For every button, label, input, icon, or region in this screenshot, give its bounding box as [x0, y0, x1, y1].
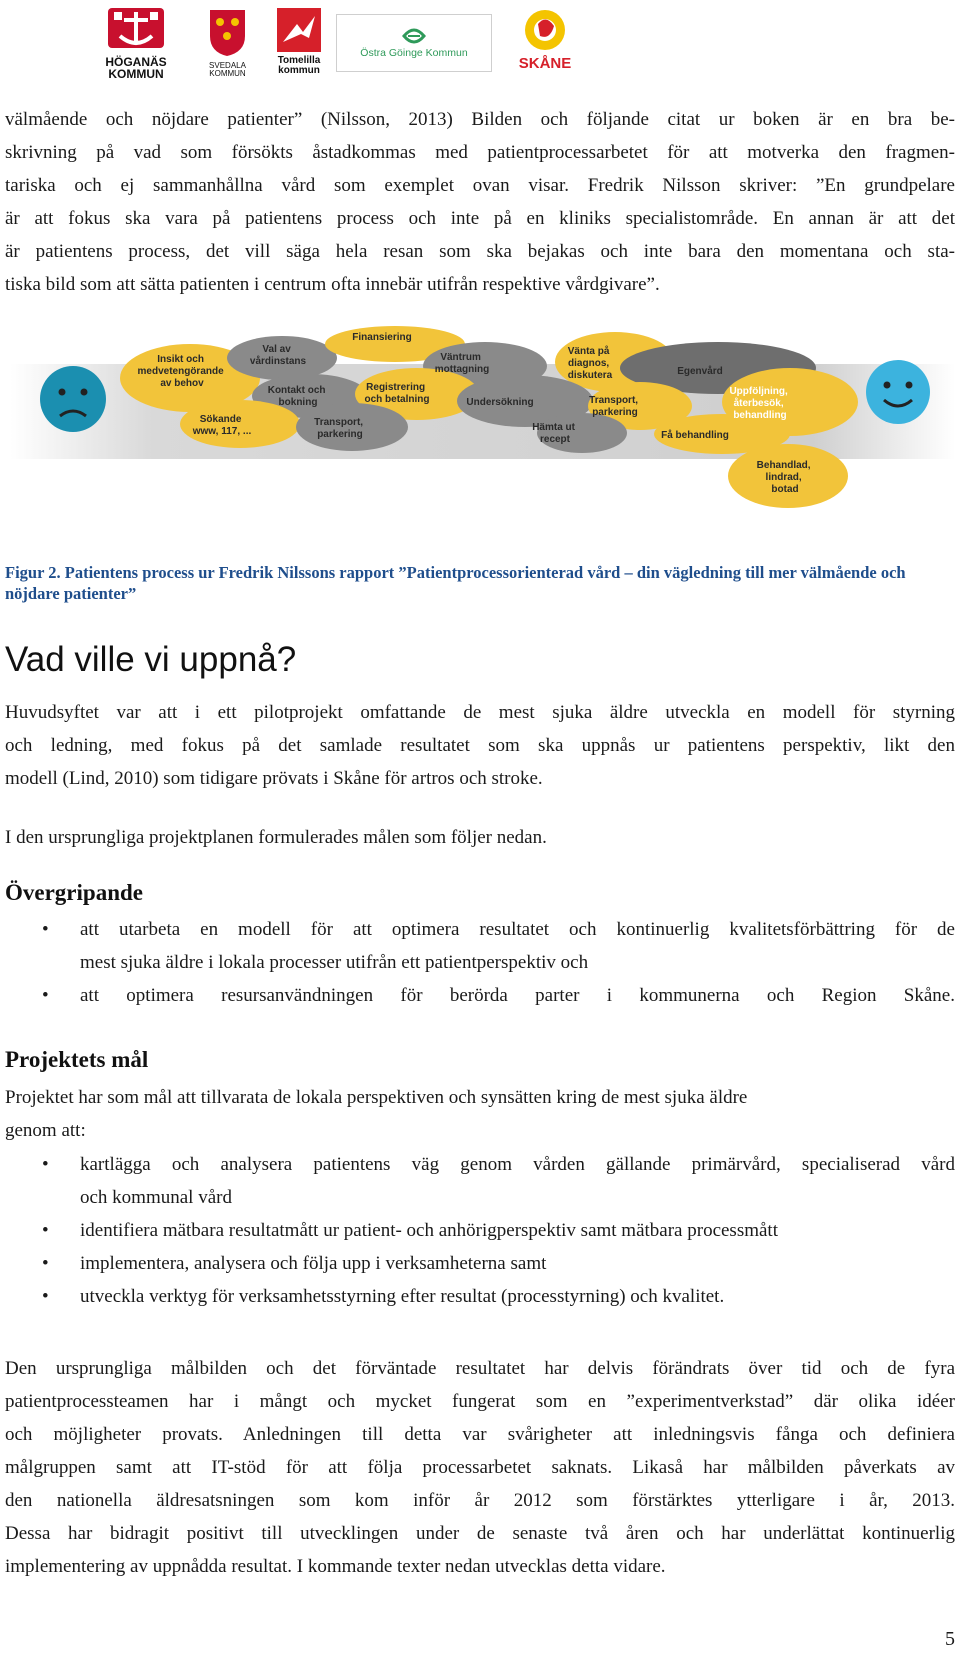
label-behandlad: Behandlad, lindrad, botad	[756, 460, 811, 495]
intro-paragraph	[5, 103, 955, 301]
list-item-line: identifiera mätbara resultatmått ur patient- och anhörigperspektiv samt mätbara processmått	[80, 1220, 778, 1241]
closing-line: och möjligheter provats. Anledningen till detta var svårigheter att inledningsvis fånga och definiera	[5, 1424, 955, 1445]
tomelilla-line-2: kommun	[278, 65, 320, 76]
sad-face-icon	[40, 366, 106, 432]
purpose-line: Huvudsyftet var att i ett pilotprojekt omfattande de mest sjuka äldre utveckla en modell för styrning	[5, 702, 955, 723]
tomelilla-logo	[275, 6, 323, 78]
list-item	[0, 1247, 955, 1280]
list-item-line: mest sjuka äldre i lokala processer utifrån ett patientperspektiv och	[80, 952, 589, 973]
closing-line: målgruppen samt att IT-stöd för att följa processarbetet saknats. Likaså har målbilden påverkats av	[5, 1457, 955, 1478]
page-number: 5	[945, 1628, 955, 1650]
oval-hamta	[537, 413, 627, 453]
intro-line: välmående och nöjdare patienter” (Nilsson, 2013) Bilden och följande citat ur boken är en bra be-	[5, 109, 955, 130]
tomelilla-line-1: Tomelilla	[277, 55, 321, 66]
bullet-icon: •	[42, 1220, 49, 1241]
header-logos	[0, 6, 960, 81]
hoganas-line-2: KOMMUN	[108, 67, 164, 81]
region-skane-logo	[510, 6, 580, 78]
list-item	[0, 979, 955, 1012]
label-kontakt: Kontakt och bokning	[267, 385, 326, 408]
list-item-line: implementera, analysera och följa upp i verksamheterna samt	[80, 1253, 547, 1274]
patient-process-figure	[0, 326, 960, 536]
label-sokande: Sökande www, 117, ...	[192, 414, 252, 437]
list-item-line: att optimera resursanvändningen för berörda parter i kommunerna och Region Skåne.	[80, 985, 955, 1006]
bullet-icon: •	[42, 1154, 49, 1175]
list-item-line: och kommunal vård	[80, 1187, 232, 1208]
label-fa-behandling: Få behandling	[661, 430, 729, 441]
figure-caption: Figur 2. Patientens process ur Fredrik Nilssons rapport ”Patientprocessorienterad vård – din vägledning till mer välmående och nöjdare patienter”	[5, 563, 906, 603]
bullet-icon: •	[42, 985, 49, 1006]
section-title: Vad ville vi uppnå?	[5, 640, 297, 679]
list-item	[0, 913, 955, 979]
list-item-line: att utarbeta en modell för att optimera resultatet och kontinuerlig kvalitetsförbättring för de	[80, 919, 955, 940]
project-goals-intro	[5, 1081, 955, 1147]
bullet-icon: •	[42, 1253, 49, 1274]
closing-paragraph	[5, 1352, 955, 1583]
intro-line: är patientens process, det vill säga hela resan som ska bejakas och inte bara den momentana och sta-	[5, 241, 955, 262]
intro-line: är att fokus ska vara på patientens process och inte på en kliniks specialistområde. En annan är att det	[5, 208, 955, 229]
closing-line: patientprocessteamen har i mångt och mycket fungerat som en ”experimentverkstad” där olika idéer	[5, 1391, 955, 1412]
ostra-goinge-logo	[336, 6, 492, 78]
label-uppfoljning: Uppföljning, återbesök, behandling	[729, 386, 788, 421]
label-insikt: Insikt och medvetengörande av behov	[137, 354, 224, 389]
svedala-logo	[190, 6, 265, 78]
list-item-line: kartlägga och analysera patientens väg genom vården gällande primärvård, specialiserad vård	[80, 1154, 955, 1175]
intro-line: tariska och ej sammanhållna vård som exemplet ovan visar. Fredrik Nilsson skriver: ”En grundpelare	[5, 175, 955, 196]
label-egenvard: Egenvård	[677, 366, 723, 377]
plan-line: I den ursprungliga projektplanen formulerades målen som följer nedan.	[5, 827, 547, 848]
hoganas-logo	[90, 6, 182, 81]
label-vantrum: Väntrum mottagning	[434, 352, 490, 375]
svedala-label: SVEDALA KOMMUN	[209, 61, 246, 78]
purpose-line: modell (Lind, 2010) som tidigare prövats i Skåne för artros och stroke.	[5, 768, 543, 789]
purpose-paragraph	[5, 696, 955, 795]
intro-line: tiska bild som att sätta patienten i centrum ofta innebär utifrån respektive vårdgivare”.	[5, 274, 660, 295]
svedala-shield-icon	[190, 6, 265, 58]
closing-line: Den ursprungliga målbilden och det förväntade resultatet har delvis förändrats över tid och de fyra	[5, 1358, 955, 1379]
label-val: Val av vårdinstans	[249, 344, 307, 367]
hoganas-crest-icon	[90, 6, 182, 56]
happy-face-icon	[866, 360, 930, 424]
list-item	[0, 1280, 955, 1313]
goinge-label: Östra Göinge Kommun	[360, 47, 468, 59]
list-item	[0, 1148, 955, 1214]
label-finansiering: Finansiering	[352, 332, 412, 343]
label-vanta: Vänta på diagnos, diskutera	[567, 346, 613, 381]
project-goals-heading: Projektets mål	[5, 1047, 149, 1072]
hoganas-line-1: HÖGANÄS	[105, 55, 167, 69]
tomelilla-bird-icon	[275, 6, 323, 54]
closing-line: den nationella äldresatsningen som kom inför år 2012 som förstärktes ytterligare i år, 2013.	[5, 1490, 955, 1511]
patient-process-diagram	[0, 326, 960, 536]
label-registrering: Registrering och betalning	[364, 382, 430, 405]
closing-line: Dessa har bidragit positivt till utvecklingen under de senaste två åren och har underlättat kontinuerlig	[5, 1523, 955, 1544]
label-hamta: Hämta ut recept	[532, 422, 576, 445]
intro-line: skrivning på vad som försökts åstadkommas med patientprocessarbetet för att motverka den fragmen-	[5, 142, 955, 163]
label-transport2: Transport, parkering	[589, 395, 639, 418]
overarching-heading: Övergripande	[5, 880, 143, 905]
label-transport1: Transport, parkering	[314, 417, 364, 440]
list-item-line: utveckla verktyg för verksamhetsstyrning efter resultat (processtyrning) och kvalitet.	[80, 1286, 725, 1307]
plan-paragraph	[5, 821, 955, 854]
overarching-list	[0, 913, 955, 1012]
bullet-icon: •	[42, 919, 49, 940]
skane-label: SKÅNE	[518, 55, 572, 72]
skane-griffin-icon	[510, 6, 580, 58]
closing-line: implementering av uppnådda resultat. I kommande texter nedan utvecklas detta vidare.	[5, 1556, 666, 1577]
bullet-icon: •	[42, 1286, 49, 1307]
project-goals-intro-line: Projektet har som mål att tillvarata de lokala perspektiven och synsätten kring de mest sjuka äldre	[5, 1087, 748, 1108]
project-goals-list	[0, 1148, 955, 1313]
label-undersokning: Undersökning	[466, 397, 534, 408]
project-goals-intro-line: genom att:	[5, 1120, 86, 1141]
list-item	[0, 1214, 955, 1247]
purpose-line: och ledning, med fokus på det samlade resultatet som ska uppnås ur patientens perspektiv, likt den	[5, 735, 955, 756]
